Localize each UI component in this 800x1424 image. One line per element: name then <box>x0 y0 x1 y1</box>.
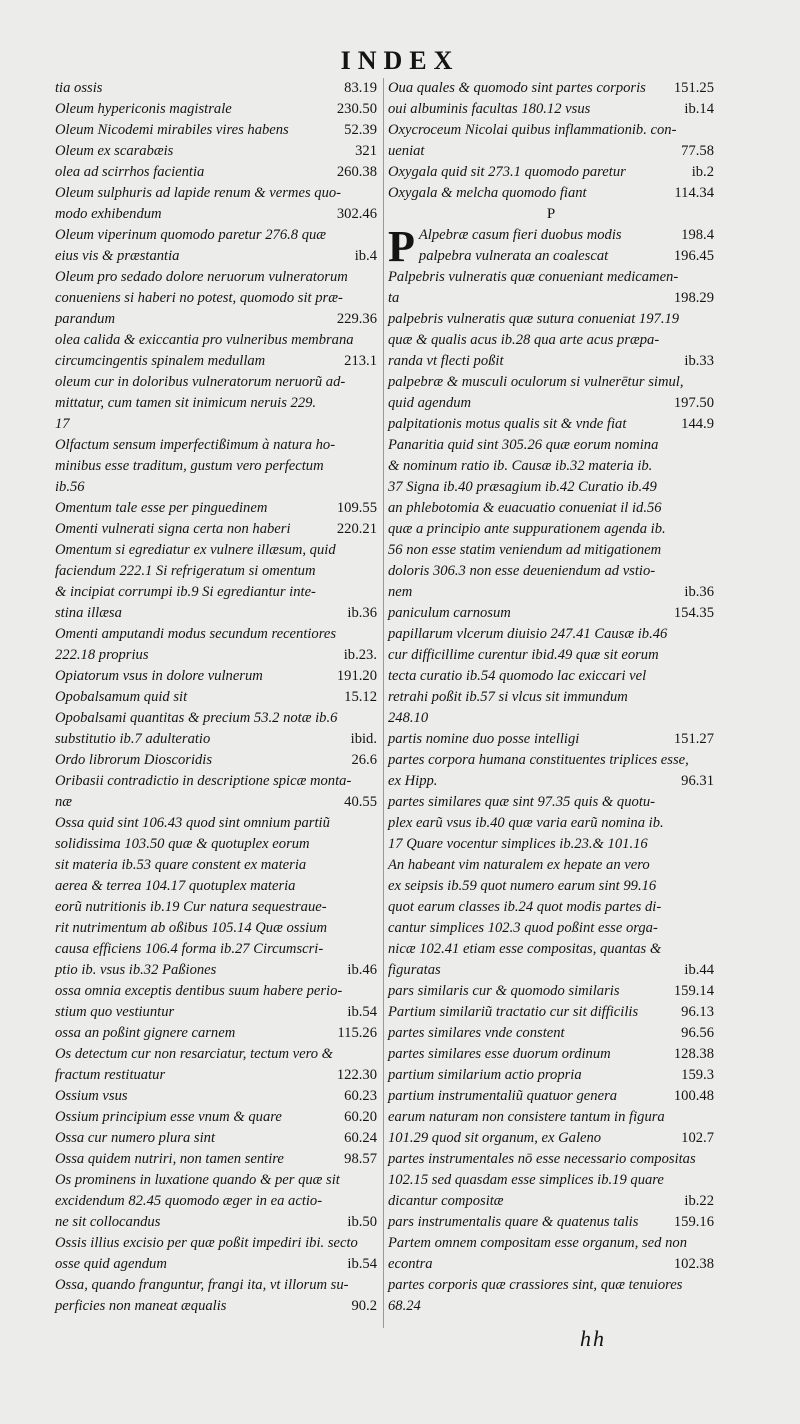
entry-text: Alpebræ casum fieri duobus modis <box>418 227 622 243</box>
entry-text: quid agendum <box>388 395 472 411</box>
page-reference: 60.23 <box>344 1088 377 1104</box>
index-entry <box>388 834 714 855</box>
index-entry <box>388 519 714 540</box>
index-entry <box>388 855 714 876</box>
entry-text: pars instrumentalis quare & quatenus talis <box>388 1214 639 1230</box>
index-entry <box>388 1002 714 1023</box>
entry-text: Oua quales & quomodo sint partes corporis <box>388 80 646 96</box>
entry-text: & incipiat corrumpi ib.9 Si egrediantur inte- <box>55 584 316 600</box>
entry-text: an phlebotomia & euacuatio conueniat il id.56 <box>388 500 662 516</box>
page-reference: 90.2 <box>351 1298 377 1314</box>
entry-text: Os prominens in luxatione quando & per quæ sit <box>55 1172 340 1188</box>
index-entry <box>55 456 377 477</box>
entry-text: 56 non esse statim veniendum ad mitigationem <box>388 542 662 558</box>
index-entry <box>55 582 377 603</box>
entry-text: partes similares esse duorum ordinum <box>388 1046 611 1062</box>
index-entry <box>55 330 377 351</box>
page-reference: 102.38 <box>673 1256 714 1272</box>
right-column-top <box>388 78 714 204</box>
entry-text: cur difficillime curentur ibid.49 quæ sit eorum <box>388 647 659 663</box>
entry-text: Oxycroceum Nicolai quibus inflammationib. con- <box>388 122 677 138</box>
entry-text: ib.56 <box>55 479 85 495</box>
page-reference: 100.48 <box>673 1088 714 1104</box>
drop-cap: P <box>388 222 415 271</box>
index-entry <box>55 120 377 141</box>
page-reference: 96.31 <box>681 773 714 789</box>
entry-text: palpebræ & musculi oculorum si vulnerētur simul, <box>388 374 684 390</box>
entry-text: Oribasii contradictio in descriptione spicæ monta- <box>55 773 352 789</box>
entry-text: Omentum tale esse per pinguedinem <box>55 500 268 516</box>
page-reference: 96.56 <box>681 1025 714 1041</box>
page-reference: 229.36 <box>336 311 377 327</box>
entry-text: Opiatorum vsus in dolore vulnerum <box>55 668 263 684</box>
index-entry <box>388 981 714 1002</box>
page-reference: 151.25 <box>673 80 714 96</box>
entry-text: quæ & qualis acus ib.28 qua arte acus præpa- <box>388 332 660 348</box>
page-reference: 60.24 <box>344 1130 377 1146</box>
page-reference: 83.19 <box>344 80 377 96</box>
index-entry <box>388 1128 714 1149</box>
page-reference: ib.44 <box>684 962 714 978</box>
entry-text: circumcingentis spinalem medullam <box>55 353 266 369</box>
page-reference: 213.1 <box>344 353 377 369</box>
page-reference: 197.50 <box>673 395 714 411</box>
index-entry <box>55 666 377 687</box>
index-entry <box>55 981 377 1002</box>
index-entry <box>55 750 377 771</box>
page-reference: 52.39 <box>344 122 377 138</box>
index-entry <box>55 876 377 897</box>
page-reference: 198.29 <box>673 290 714 306</box>
entry-text: partes corporis quæ crassiores sint, quæ tenuiores <box>388 1277 683 1293</box>
entry-text: ex Hipp. <box>388 773 438 789</box>
index-entry <box>55 1107 377 1128</box>
entry-text: olea ad scirrhos facientia <box>55 164 205 180</box>
page-reference: 230.50 <box>336 101 377 117</box>
page-reference: 109.55 <box>336 500 377 516</box>
index-entry <box>55 561 377 582</box>
page-reference: ib.54 <box>347 1256 377 1272</box>
entry-text: minibus esse traditum, gustum vero perfectum <box>55 458 324 474</box>
entry-text: Oleum sulphuris ad lapide renum & vermes quo- <box>55 185 342 201</box>
entry-text: Ossium vsus <box>55 1088 128 1104</box>
index-entry <box>55 288 377 309</box>
index-entry <box>388 414 714 435</box>
index-entry <box>388 960 714 981</box>
section-letter: P <box>546 206 556 222</box>
entry-text: partes instrumentales nō esse necessario compositas <box>388 1151 696 1167</box>
index-entry <box>55 645 377 666</box>
index-entry <box>388 876 714 897</box>
entry-text: 68.24 <box>388 1298 421 1314</box>
entry-text: 102.15 sed quasdam esse simplices ib.19 quare <box>388 1172 664 1188</box>
entry-text: retrahi poßit ib.57 si vlcus sit immundum <box>388 689 628 705</box>
entry-text: Ossa cur numero plura sint <box>55 1130 215 1146</box>
entry-text: eorũ nutritionis ib.19 Cur natura sequestraue- <box>55 899 327 915</box>
index-entry <box>388 267 714 288</box>
page-reference: 77.58 <box>681 143 714 159</box>
index-entry <box>388 771 714 792</box>
page-reference: ib.36 <box>684 584 714 600</box>
page-reference: 159.3 <box>681 1067 714 1083</box>
left-column <box>55 78 377 1317</box>
index-entry <box>55 960 377 981</box>
index-entry <box>55 414 377 435</box>
index-entry <box>55 267 377 288</box>
page-reference: 102.7 <box>681 1130 714 1146</box>
page-reference: 40.55 <box>344 794 377 810</box>
index-entry <box>55 477 377 498</box>
entry-text: Oleum viperinum quomodo paretur 276.8 quæ <box>55 227 327 243</box>
index-entry <box>388 708 714 729</box>
index-entry <box>55 183 377 204</box>
page-reference: 114.34 <box>674 185 714 201</box>
index-entry <box>388 99 714 120</box>
page-reference: ib.4 <box>354 248 377 264</box>
entry-text: econtra <box>388 1256 433 1272</box>
index-entry <box>388 603 714 624</box>
entry-text: mittatur, cum tamen sit inimicum neruis 229. <box>55 395 317 411</box>
right-column <box>388 78 714 1317</box>
entry-text: ptio ib. vsus ib.32 Paßiones <box>55 962 217 978</box>
index-entry <box>388 1296 714 1317</box>
entry-text: 101.29 quod sit organum, ex Galeno <box>388 1130 602 1146</box>
page-reference: ib.36 <box>347 605 377 621</box>
index-entry <box>388 141 714 162</box>
page-reference: 321 <box>355 143 377 159</box>
index-entry <box>388 1254 714 1275</box>
entry-text: ueniat <box>388 143 425 159</box>
entry-text: 222.18 proprius <box>55 647 149 663</box>
page-reference: 260.38 <box>336 164 377 180</box>
entry-text: faciendum 222.1 Si refrigeratum si omentum <box>55 563 316 579</box>
entry-text: aerea & terrea 104.17 quotuplex materia <box>55 878 296 894</box>
index-entry <box>55 708 377 729</box>
entry-text: ossa an poßint gignere carnem <box>55 1025 236 1041</box>
page-reference: 302.46 <box>336 206 377 222</box>
entry-text: paniculum carnosum <box>388 605 511 621</box>
entry-text: partium instrumentaliũ quatuor genera <box>388 1088 618 1104</box>
page-reference: 115.26 <box>337 1025 377 1041</box>
index-entry <box>388 792 714 813</box>
index-entry <box>55 393 377 414</box>
entry-text: Opobalsami quantitas & precium 53.2 notæ ib.6 <box>55 710 338 726</box>
index-entry <box>388 729 714 750</box>
index-entry <box>55 687 377 708</box>
entry-text: doloris 306.3 non esse deueniendum ad vstio- <box>388 563 656 579</box>
entry-text: modo exhibendum <box>55 206 162 222</box>
index-entry <box>55 1296 377 1317</box>
page-reference: 128.38 <box>673 1046 714 1062</box>
index-entry <box>388 582 714 603</box>
entry-text: partes similares vnde constent <box>388 1025 565 1041</box>
entry-text: oleum cur in doloribus vulneratorum neruorũ ad- <box>55 374 346 390</box>
entry-text: plex earũ vsus ib.40 quæ varia earũ nomina ib. <box>388 815 664 831</box>
entry-text: Ossium principium esse vnum & quare <box>55 1109 282 1125</box>
index-entry <box>55 246 377 267</box>
page-reference: ib.54 <box>347 1004 377 1020</box>
entry-text: & nominum ratio ib. Causæ ib.32 materia ib. <box>388 458 653 474</box>
index-entry <box>55 1233 377 1254</box>
entry-text: Partem omnem compositam esse organum, sed non <box>388 1235 688 1251</box>
entry-text: Olfactum sensum imperfectißimum à natura ho- <box>55 437 336 453</box>
entry-text: 37 Signa ib.40 præsagium ib.42 Curatio ib.49 <box>388 479 657 495</box>
entry-text: conueniens si haberi no potest, quomodo sit præ- <box>55 290 343 306</box>
entry-text: Ordo librorum Dioscoridis <box>55 752 213 768</box>
index-entry <box>388 1275 714 1296</box>
index-entry <box>388 939 714 960</box>
index-entry <box>55 1065 377 1086</box>
entry-text: Ossa, quando franguntur, frangi ita, vt illorum su- <box>55 1277 349 1293</box>
entry-text: Partium similariũ tractatio cur sit difficilis <box>388 1004 639 1020</box>
page-reference: 98.57 <box>344 1151 377 1167</box>
index-entry <box>55 834 377 855</box>
entry-text: Omentum si egrediatur ex vulnere illæsum, quid <box>55 542 336 558</box>
entry-text: papillarum vlcerum diuisio 247.41 Causæ ib.46 <box>388 626 668 642</box>
entry-text: palpitationis motus qualis sit & vnde fiat <box>388 416 627 432</box>
page-reference: ib.46 <box>347 962 377 978</box>
entry-text: Oleum pro sedado dolore neruorum vulneratorum <box>55 269 348 285</box>
index-entry <box>55 918 377 939</box>
index-entry <box>388 1023 714 1044</box>
index-entry <box>388 1233 714 1254</box>
page-reference: ib.22 <box>684 1193 714 1209</box>
entry-text: ex seipsis ib.59 quot numero earum sint 99.16 <box>388 878 657 894</box>
entry-text: palpebra vulnerata an coalescat <box>418 248 609 264</box>
index-entry <box>388 498 714 519</box>
index-entry <box>55 624 377 645</box>
entry-text: nicæ 102.41 etiam esse compositas, quantas & <box>388 941 662 957</box>
entry-text: 248.10 <box>388 710 429 726</box>
index-entry <box>55 519 377 540</box>
page-reference: 220.21 <box>336 521 377 537</box>
right-column-bottom <box>388 222 714 1317</box>
entry-text: figuratas <box>388 962 441 978</box>
index-entry <box>55 1149 377 1170</box>
entry-text: Oleum ex scarabæis <box>55 143 174 159</box>
page-reference: 60.20 <box>344 1109 377 1125</box>
index-entry <box>55 1191 377 1212</box>
entry-text: tia ossis <box>55 80 103 96</box>
index-entry <box>388 246 714 267</box>
page-reference: 144.9 <box>681 416 714 432</box>
page-reference: 198.4 <box>681 227 714 243</box>
entry-text: Ossis illius excisio per quæ poßit impediri ibi. secto <box>55 1235 358 1251</box>
index-entry <box>55 813 377 834</box>
entry-text: Ossa quid sint 106.43 quod sint omnium partiũ <box>55 815 330 831</box>
index-entry <box>388 78 714 99</box>
entry-text: parandum <box>55 311 115 327</box>
entry-text: rit nutrimentum ab oßibus 105.14 Quæ ossium <box>55 920 328 936</box>
entry-text: Palpebris vulneratis quæ conueniant medicamen- <box>388 269 679 285</box>
entry-text: pars similaris cur & quomodo similaris <box>388 983 620 999</box>
index-entry <box>388 120 714 141</box>
page-title: INDEX <box>340 46 460 75</box>
index-entry <box>55 162 377 183</box>
page-reference: ib.33 <box>684 353 714 369</box>
index-entry <box>55 855 377 876</box>
index-entry <box>388 813 714 834</box>
page-reference: ib.14 <box>684 101 714 117</box>
entry-text: partium similarium actio propria <box>388 1067 582 1083</box>
entry-text: osse quid agendum <box>55 1256 167 1272</box>
entry-text: Opobalsamum quid sit <box>55 689 188 705</box>
index-entry <box>388 393 714 414</box>
index-entry <box>388 372 714 393</box>
page-reference: 159.14 <box>673 983 714 999</box>
page-reference: 151.27 <box>673 731 714 747</box>
entry-text: Oxygala & melcha quomodo fiant <box>388 185 587 201</box>
index-entry <box>388 288 714 309</box>
entry-text: excidendum 82.45 quomodo æger in ea actio- <box>55 1193 323 1209</box>
index-entry <box>55 225 377 246</box>
index-entry <box>55 1254 377 1275</box>
index-entry <box>388 456 714 477</box>
entry-text: Os detectum cur non resarciatur, tectum vero & <box>55 1046 334 1062</box>
page-reference: 154.35 <box>673 605 714 621</box>
index-entry <box>55 897 377 918</box>
index-entry <box>388 309 714 330</box>
entry-text: oui albuminis facultas 180.12 vsus <box>388 101 591 117</box>
entry-text: 17 Quare vocentur simplices ib.23.& 101.16 <box>388 836 648 852</box>
index-entry <box>55 141 377 162</box>
index-entry <box>55 1128 377 1149</box>
entry-text: stium quo vestiuntur <box>55 1004 175 1020</box>
index-entry <box>388 162 714 183</box>
entry-text: partis nomine duo posse intelligi <box>388 731 580 747</box>
index-entry <box>388 1149 714 1170</box>
index-entry <box>388 624 714 645</box>
index-entry <box>388 1107 714 1128</box>
entry-text: ossa omnia exceptis dentibus suum habere perio- <box>55 983 343 999</box>
entry-text: randa vt flecti poßit <box>388 353 504 369</box>
index-entry <box>55 1002 377 1023</box>
index-entry <box>55 1023 377 1044</box>
index-entry <box>388 540 714 561</box>
index-entry <box>388 1044 714 1065</box>
entry-text: olea calida & exiccantia pro vulneribus membrana <box>55 332 354 348</box>
entry-text: Omenti vulnerati signa certa non haberi <box>55 521 291 537</box>
entry-text: quæ a principio ante suppurationem agenda ib. <box>388 521 666 537</box>
index-entry <box>55 309 377 330</box>
index-entry <box>388 750 714 771</box>
index-entry <box>55 372 377 393</box>
page-reference: ib.50 <box>347 1214 377 1230</box>
page-reference: ibid. <box>350 731 377 747</box>
index-entry <box>388 645 714 666</box>
index-entry <box>388 1212 714 1233</box>
index-entry <box>388 1086 714 1107</box>
index-entry <box>388 225 714 246</box>
index-entry <box>55 435 377 456</box>
column-divider <box>383 78 384 1328</box>
entry-text: cantur simplices 102.3 quod poßint esse orga- <box>388 920 658 936</box>
entry-text: perficies non maneat æqualis <box>55 1298 227 1314</box>
index-entry <box>388 330 714 351</box>
page-reference: 96.13 <box>681 1004 714 1020</box>
page-reference: 196.45 <box>673 248 714 264</box>
entry-text: substitutio ib.7 adulteratio <box>55 731 211 747</box>
entry-text: Omenti amputandi modus secundum recentiores <box>55 626 337 642</box>
index-entry <box>55 1275 377 1296</box>
index-entry <box>55 939 377 960</box>
index-entry <box>388 1191 714 1212</box>
page-reference: 191.20 <box>336 668 377 684</box>
entry-text: quot earum classes ib.24 quot modis partes di- <box>388 899 662 915</box>
entry-text: Oleum Nicodemi mirabiles vires habens <box>55 122 289 138</box>
page-reference: 122.30 <box>336 1067 377 1083</box>
index-entry <box>55 498 377 519</box>
index-entry <box>55 204 377 225</box>
entry-text: ne sit collocandus <box>55 1214 161 1230</box>
entry-text: Oleum hypericonis magistrale <box>55 101 232 117</box>
index-entry <box>55 792 377 813</box>
entry-text: 17 <box>55 416 70 432</box>
entry-text: earum naturam non consistere tantum in figura <box>388 1109 665 1125</box>
entry-text: stina illæsa <box>55 605 122 621</box>
entry-text: fractum restituatur <box>55 1067 166 1083</box>
index-entry <box>55 351 377 372</box>
index-entry <box>388 477 714 498</box>
entry-text: sit materia ib.53 quare constent ex materia <box>55 857 307 873</box>
index-entry <box>55 99 377 120</box>
entry-text: partes corpora humana constituentes triplices esse, <box>388 752 689 768</box>
entry-text: partes similares quæ sint 97.35 quis & quotu- <box>388 794 656 810</box>
index-entry <box>55 540 377 561</box>
index-entry <box>388 666 714 687</box>
index-entry <box>55 1086 377 1107</box>
entry-text: causa efficiens 106.4 forma ib.27 Circumscri- <box>55 941 324 957</box>
entry-text: tecta curatio ib.54 quomodo lac exiccari vel <box>388 668 647 684</box>
index-entry <box>388 561 714 582</box>
entry-text: solidissima 103.50 quæ & quotuplex eorum <box>55 836 310 852</box>
page-reference: 26.6 <box>351 752 377 768</box>
entry-text: eius vis & præstantia <box>55 248 180 264</box>
index-entry <box>388 687 714 708</box>
page-reference: ib.23. <box>343 647 377 663</box>
index-entry <box>388 1170 714 1191</box>
page-reference: 159.16 <box>673 1214 714 1230</box>
entry-text: Panaritia quid sint 305.26 quæ eorum nomina <box>388 437 659 453</box>
index-entry <box>55 603 377 624</box>
entry-text: Ossa quidem nutriri, non tamen sentire <box>55 1151 284 1167</box>
index-entry <box>388 918 714 939</box>
index-entry <box>388 1065 714 1086</box>
entry-text: næ <box>55 794 73 810</box>
page-reference: ib.2 <box>691 164 714 180</box>
index-entry <box>388 435 714 456</box>
entry-text: Oxygala quid sit 273.1 quomodo paretur <box>388 164 626 180</box>
index-entry <box>388 351 714 372</box>
page-reference: 15.12 <box>344 689 377 705</box>
index-entry <box>388 183 714 204</box>
index-entry <box>55 771 377 792</box>
entry-text: ta <box>388 290 400 306</box>
index-entry <box>55 78 377 99</box>
index-entry <box>55 1170 377 1191</box>
entry-text: An habeant vim naturalem ex hepate an vero <box>388 857 650 873</box>
signature-mark: hh <box>580 1326 606 1351</box>
entry-text: nem <box>388 584 413 600</box>
index-entry <box>55 729 377 750</box>
entry-text: dicantur compositæ <box>388 1193 504 1209</box>
entry-text: palpebris vulneratis quæ sutura conueniat 197.19 <box>388 311 680 327</box>
index-entry <box>55 1044 377 1065</box>
index-entry <box>55 1212 377 1233</box>
index-entry <box>388 897 714 918</box>
